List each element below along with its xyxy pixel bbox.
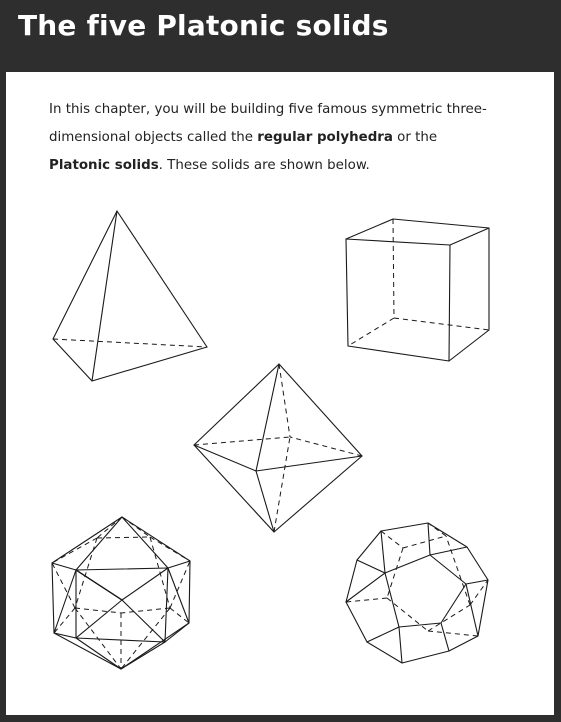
tetrahedron-figure <box>53 211 207 381</box>
intro-bold-platonic-solids: Platonic solids <box>49 158 159 173</box>
intro-bold-regular-polyhedra: regular polyhedra <box>257 130 393 145</box>
intro-text-2: or the <box>392 130 438 145</box>
intro-text-1: In this chapter, you will be building five famous symmetric three-dimensional objects called the <box>49 102 487 145</box>
page-title: The five Platonic solids <box>18 9 389 42</box>
intro-text-3: . These solids are shown below. <box>158 158 370 173</box>
icosahedron-figure <box>52 517 190 669</box>
octahedron-figure <box>194 364 362 532</box>
dodecahedron-figure <box>346 523 488 663</box>
cube-figure <box>346 219 489 361</box>
